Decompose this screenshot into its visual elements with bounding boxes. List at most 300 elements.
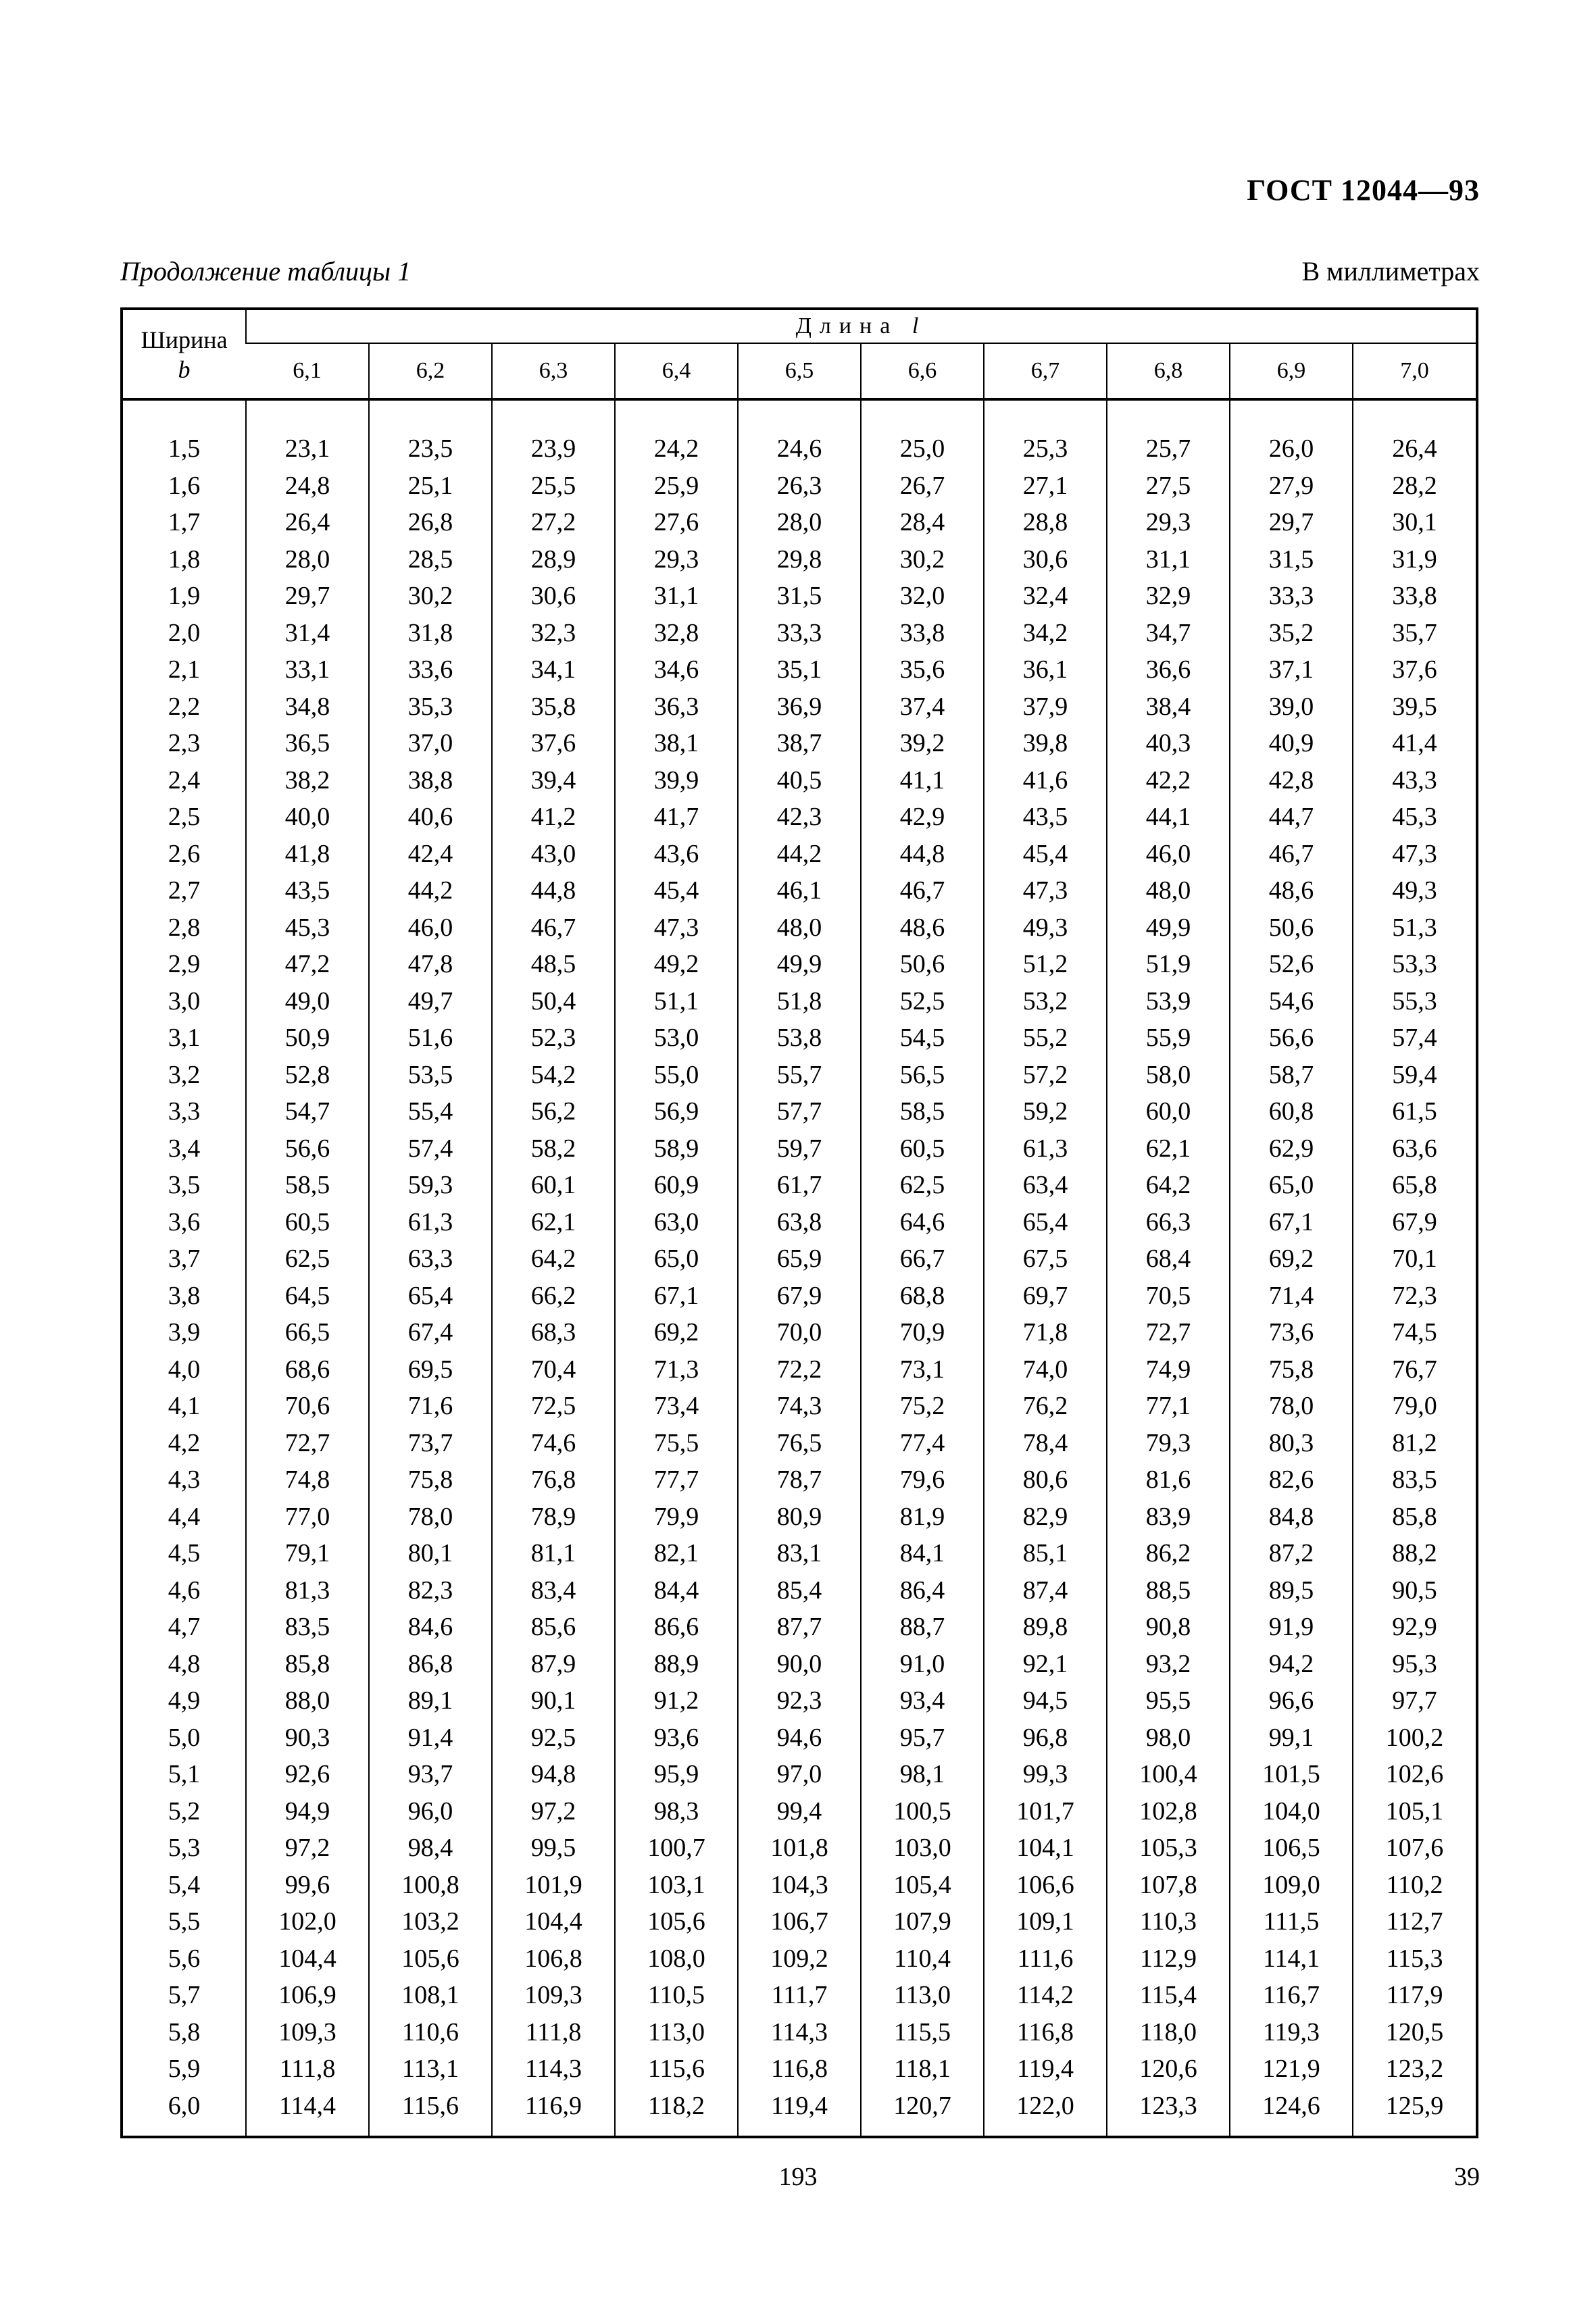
value-cell: 26,4	[246, 504, 369, 541]
value-cell: 115,5	[861, 2014, 984, 2051]
table-row	[123, 762, 1476, 799]
value-cell: 57,7	[738, 1093, 861, 1130]
value-cell: 60,9	[615, 1167, 738, 1204]
value-cell: 32,3	[492, 615, 615, 652]
value-cell: 53,3	[1353, 946, 1476, 983]
value-cell: 123,2	[1353, 2051, 1476, 2088]
value-cell: 87,9	[492, 1646, 615, 1683]
value-cell: 69,2	[1230, 1240, 1353, 1278]
value-cell: 82,9	[984, 1499, 1107, 1536]
value-cell: 61,5	[1353, 1093, 1476, 1130]
value-cell: 124,6	[1230, 2088, 1353, 2125]
value-cell: 67,4	[369, 1314, 492, 1351]
value-cell: 62,1	[492, 1204, 615, 1241]
value-cell: 88,5	[1107, 1572, 1230, 1609]
value-cell: 37,9	[984, 688, 1107, 726]
value-cell: 49,9	[738, 946, 861, 983]
value-cell: 85,6	[492, 1609, 615, 1646]
value-cell: 84,8	[1230, 1499, 1353, 1536]
value-cell: 96,6	[1230, 1682, 1353, 1719]
table-row	[123, 615, 1476, 652]
value-cell: 55,7	[738, 1057, 861, 1094]
value-cell: 96,0	[369, 1793, 492, 1830]
spacer-cell	[738, 399, 861, 430]
table-row	[123, 1351, 1476, 1388]
value-cell: 42,3	[738, 799, 861, 836]
width-value-cell: 2,7	[168, 876, 201, 905]
value-cell: 94,6	[738, 1719, 861, 1757]
value-cell: 70,0	[738, 1314, 861, 1351]
value-cell: 51,3	[1353, 909, 1476, 947]
value-cell: 99,4	[738, 1793, 861, 1830]
length-header-label: Длина	[795, 313, 899, 338]
value-cell: 34,8	[246, 688, 369, 726]
value-cell: 43,6	[615, 836, 738, 873]
value-cell: 77,7	[615, 1461, 738, 1499]
value-cell: 89,1	[369, 1682, 492, 1719]
value-cell: 98,3	[615, 1793, 738, 1830]
value-cell: 67,5	[984, 1240, 1107, 1278]
value-cell: 56,2	[492, 1093, 615, 1130]
value-cell: 83,5	[1353, 1461, 1476, 1499]
value-cell: 42,4	[369, 836, 492, 873]
value-cell: 82,1	[615, 1535, 738, 1572]
value-cell: 29,3	[615, 541, 738, 578]
value-cell: 31,8	[369, 615, 492, 652]
value-cell: 41,2	[492, 799, 615, 836]
table-row	[123, 1093, 1476, 1130]
value-cell: 99,1	[1230, 1719, 1353, 1757]
value-cell: 98,1	[861, 1756, 984, 1793]
value-cell: 116,8	[738, 2051, 861, 2088]
value-cell: 65,4	[984, 1204, 1107, 1241]
filler-cell	[861, 2124, 984, 2136]
value-cell: 88,9	[615, 1646, 738, 1683]
table-row	[123, 1240, 1476, 1278]
value-cell: 95,5	[1107, 1682, 1230, 1719]
value-cell: 54,7	[246, 1093, 369, 1130]
value-cell: 83,5	[246, 1609, 369, 1646]
value-cell: 81,3	[246, 1572, 369, 1609]
value-cell: 50,4	[492, 983, 615, 1020]
value-cell: 59,2	[984, 1093, 1107, 1130]
value-cell: 105,4	[861, 1867, 984, 1904]
value-cell: 43,5	[246, 872, 369, 909]
value-cell: 24,8	[246, 468, 369, 505]
width-value-cell: 5,7	[168, 1981, 201, 2009]
value-cell: 43,0	[492, 836, 615, 873]
value-cell: 57,2	[984, 1057, 1107, 1094]
value-cell: 35,7	[1353, 615, 1476, 652]
width-value-cell: 1,7	[168, 508, 201, 536]
value-cell: 62,1	[1107, 1130, 1230, 1167]
value-cell: 55,9	[1107, 1020, 1230, 1057]
value-cell: 119,4	[738, 2088, 861, 2125]
value-cell: 86,8	[369, 1646, 492, 1683]
value-cell: 23,5	[369, 430, 492, 468]
value-cell: 49,0	[246, 983, 369, 1020]
value-cell: 74,5	[1353, 1314, 1476, 1351]
value-cell: 95,3	[1353, 1646, 1476, 1683]
value-cell: 75,2	[861, 1388, 984, 1425]
value-cell: 82,6	[1230, 1461, 1353, 1499]
value-cell: 104,1	[984, 1830, 1107, 1867]
width-value-cell: 3,8	[168, 1281, 201, 1310]
value-cell: 35,8	[492, 688, 615, 726]
value-cell: 107,8	[1107, 1867, 1230, 1904]
value-cell: 101,9	[492, 1867, 615, 1904]
value-cell: 59,4	[1353, 1057, 1476, 1094]
value-cell: 110,4	[861, 1940, 984, 1978]
value-cell: 46,0	[369, 909, 492, 947]
value-cell: 57,4	[369, 1130, 492, 1167]
width-value-cell: 4,9	[168, 1686, 201, 1715]
table-row	[123, 1314, 1476, 1351]
value-cell: 26,3	[738, 468, 861, 505]
value-cell: 55,4	[369, 1093, 492, 1130]
value-cell: 88,2	[1353, 1535, 1476, 1572]
value-cell: 28,2	[1353, 468, 1476, 505]
value-cell: 26,8	[369, 504, 492, 541]
value-cell: 114,4	[246, 2088, 369, 2125]
value-cell: 83,9	[1107, 1499, 1230, 1536]
filler-cell	[738, 2124, 861, 2136]
value-cell: 47,3	[615, 909, 738, 947]
value-cell: 110,2	[1353, 1867, 1476, 1904]
value-cell: 78,0	[1230, 1388, 1353, 1425]
value-cell: 33,8	[1353, 578, 1476, 615]
width-value-cell: 3,3	[168, 1097, 201, 1126]
value-cell: 28,5	[369, 541, 492, 578]
value-cell: 86,4	[861, 1572, 984, 1609]
value-cell: 76,7	[1353, 1351, 1476, 1388]
table-row	[123, 836, 1476, 873]
value-cell: 27,5	[1107, 468, 1230, 505]
width-value-cell: 6,0	[168, 2091, 201, 2120]
table-row	[123, 2051, 1476, 2088]
value-cell: 28,9	[492, 541, 615, 578]
value-cell: 86,6	[615, 1609, 738, 1646]
value-cell: 125,9	[1353, 2088, 1476, 2125]
value-cell: 98,4	[369, 1830, 492, 1867]
value-cell: 113,0	[861, 1977, 984, 2014]
table-row	[123, 983, 1476, 1020]
value-cell: 99,3	[984, 1756, 1107, 1793]
value-cell: 83,1	[738, 1535, 861, 1572]
value-cell: 33,3	[738, 615, 861, 652]
value-cell: 121,9	[1230, 2051, 1353, 2088]
value-cell: 62,5	[246, 1240, 369, 1278]
value-cell: 53,9	[1107, 983, 1230, 1020]
value-cell: 34,6	[615, 651, 738, 688]
length-column-header: 7,0	[1353, 343, 1476, 399]
value-cell: 29,3	[1107, 504, 1230, 541]
value-cell: 75,5	[615, 1425, 738, 1462]
value-cell: 79,3	[1107, 1425, 1230, 1462]
value-cell: 34,2	[984, 615, 1107, 652]
value-cell: 31,5	[1230, 541, 1353, 578]
value-cell: 73,6	[1230, 1314, 1353, 1351]
value-cell: 41,8	[246, 836, 369, 873]
value-cell: 94,5	[984, 1682, 1107, 1719]
value-cell: 85,4	[738, 1572, 861, 1609]
value-cell: 57,4	[1353, 1020, 1476, 1057]
value-cell: 67,1	[1230, 1204, 1353, 1241]
value-cell: 66,3	[1107, 1204, 1230, 1241]
spacer-cell	[1353, 399, 1476, 430]
value-cell: 39,2	[861, 725, 984, 762]
value-cell: 114,1	[1230, 1940, 1353, 1978]
value-cell: 46,7	[1230, 836, 1353, 873]
table-row	[123, 1461, 1476, 1499]
value-cell: 90,5	[1353, 1572, 1476, 1609]
value-cell: 51,2	[984, 946, 1107, 983]
value-cell: 53,2	[984, 983, 1107, 1020]
value-cell: 47,8	[369, 946, 492, 983]
value-cell: 106,6	[984, 1867, 1107, 1904]
value-cell: 49,3	[1353, 872, 1476, 909]
value-cell: 106,9	[246, 1977, 369, 2014]
width-value-cell: 2,2	[168, 692, 201, 721]
value-cell: 81,6	[1107, 1461, 1230, 1499]
value-cell: 42,2	[1107, 762, 1230, 799]
value-cell: 76,8	[492, 1461, 615, 1499]
value-cell: 59,3	[369, 1167, 492, 1204]
value-cell: 68,4	[1107, 1240, 1230, 1278]
value-cell: 70,9	[861, 1314, 984, 1351]
value-cell: 36,1	[984, 651, 1107, 688]
value-cell: 78,4	[984, 1425, 1107, 1462]
value-cell: 27,2	[492, 504, 615, 541]
value-cell: 73,4	[615, 1388, 738, 1425]
table-row	[123, 1130, 1476, 1167]
value-cell: 38,2	[246, 762, 369, 799]
value-cell: 25,0	[861, 430, 984, 468]
value-cell: 25,7	[1107, 430, 1230, 468]
value-cell: 39,4	[492, 762, 615, 799]
value-cell: 66,2	[492, 1278, 615, 1315]
value-cell: 49,9	[1107, 909, 1230, 947]
value-cell: 99,6	[246, 1867, 369, 1904]
value-cell: 61,7	[738, 1167, 861, 1204]
value-cell: 58,0	[1107, 1057, 1230, 1094]
width-value-cell: 2,0	[168, 618, 201, 647]
width-value-cell: 2,9	[168, 950, 201, 978]
value-cell: 96,8	[984, 1719, 1107, 1757]
value-cell: 79,0	[1353, 1388, 1476, 1425]
value-cell: 58,2	[492, 1130, 615, 1167]
value-cell: 123,3	[1107, 2088, 1230, 2125]
value-cell: 36,6	[1107, 651, 1230, 688]
width-value-cell: 5,1	[168, 1760, 201, 1788]
spacer-cell	[123, 399, 246, 430]
value-cell: 47,3	[984, 872, 1107, 909]
value-cell: 72,5	[492, 1388, 615, 1425]
value-cell: 100,5	[861, 1793, 984, 1830]
value-cell: 84,1	[861, 1535, 984, 1572]
value-cell: 120,5	[1353, 2014, 1476, 2051]
value-cell: 74,6	[492, 1425, 615, 1462]
value-cell: 37,1	[1230, 651, 1353, 688]
value-cell: 120,6	[1107, 2051, 1230, 2088]
value-cell: 84,6	[369, 1609, 492, 1646]
table-row	[123, 1940, 1476, 1978]
table-row	[123, 1646, 1476, 1683]
table-row	[123, 1278, 1476, 1315]
value-cell: 100,2	[1353, 1719, 1476, 1757]
value-cell: 68,8	[861, 1278, 984, 1315]
value-cell: 93,2	[1107, 1646, 1230, 1683]
value-cell: 107,9	[861, 1903, 984, 1940]
value-cell: 48,0	[1107, 872, 1230, 909]
value-cell: 90,3	[246, 1719, 369, 1757]
value-cell: 39,5	[1353, 688, 1476, 726]
value-cell: 52,3	[492, 1020, 615, 1057]
value-cell: 97,2	[246, 1830, 369, 1867]
value-cell: 38,7	[738, 725, 861, 762]
value-cell: 37,6	[492, 725, 615, 762]
value-cell: 108,0	[615, 1940, 738, 1978]
value-cell: 72,2	[738, 1351, 861, 1388]
value-cell: 60,5	[861, 1130, 984, 1167]
width-value-cell: 5,5	[168, 1907, 201, 1936]
value-cell: 100,4	[1107, 1756, 1230, 1793]
value-cell: 60,1	[492, 1167, 615, 1204]
value-cell: 119,3	[1230, 2014, 1353, 2051]
table-row	[123, 1756, 1476, 1793]
value-cell: 27,9	[1230, 468, 1353, 505]
width-value-cell: 4,3	[168, 1465, 201, 1494]
value-cell: 31,4	[246, 615, 369, 652]
width-value-cell: 3,2	[168, 1060, 201, 1089]
value-cell: 35,6	[861, 651, 984, 688]
table-row	[123, 541, 1476, 578]
value-cell: 65,8	[1353, 1167, 1476, 1204]
width-value-cell: 4,7	[168, 1613, 201, 1641]
table-row	[123, 1057, 1476, 1094]
value-cell: 74,9	[1107, 1351, 1230, 1388]
value-cell: 30,2	[369, 578, 492, 615]
table-row	[123, 1388, 1476, 1425]
spacer-cell	[861, 399, 984, 430]
value-cell: 79,6	[861, 1461, 984, 1499]
value-cell: 67,1	[615, 1278, 738, 1315]
value-cell: 64,2	[1107, 1167, 1230, 1204]
value-cell: 77,4	[861, 1425, 984, 1462]
value-cell: 36,5	[246, 725, 369, 762]
value-cell: 87,4	[984, 1572, 1107, 1609]
value-cell: 80,3	[1230, 1425, 1353, 1462]
value-cell: 39,8	[984, 725, 1107, 762]
value-cell: 40,0	[246, 799, 369, 836]
width-value-cell: 1,6	[168, 471, 201, 500]
table-row	[123, 1609, 1476, 1646]
value-cell: 49,2	[615, 946, 738, 983]
value-cell: 46,7	[861, 872, 984, 909]
value-cell: 79,1	[246, 1535, 369, 1572]
value-cell: 37,6	[1353, 651, 1476, 688]
units-label: В миллиметрах	[1301, 256, 1480, 286]
value-cell: 62,9	[1230, 1130, 1353, 1167]
filler-cell	[1353, 2124, 1476, 2136]
filler-cell	[123, 2124, 246, 2136]
value-cell: 56,9	[615, 1093, 738, 1130]
value-cell: 79,9	[615, 1499, 738, 1536]
table-row	[123, 909, 1476, 947]
width-value-cell: 5,2	[168, 1796, 201, 1826]
value-cell: 64,5	[246, 1278, 369, 1315]
value-cell: 55,2	[984, 1020, 1107, 1057]
width-column-header	[123, 310, 246, 399]
value-cell: 70,4	[492, 1351, 615, 1388]
value-cell: 111,6	[984, 1940, 1107, 1978]
value-cell: 43,5	[984, 799, 1107, 836]
value-cell: 35,3	[369, 688, 492, 726]
value-cell: 45,4	[984, 836, 1107, 873]
value-cell: 105,1	[1353, 1793, 1476, 1830]
table-row	[123, 1793, 1476, 1830]
value-cell: 40,5	[738, 762, 861, 799]
value-cell: 30,6	[984, 541, 1107, 578]
table-row	[123, 1535, 1476, 1572]
value-cell: 48,5	[492, 946, 615, 983]
value-cell: 28,0	[246, 541, 369, 578]
value-cell: 115,4	[1107, 1977, 1230, 2014]
value-cell: 49,7	[369, 983, 492, 1020]
value-cell: 23,1	[246, 430, 369, 468]
value-cell: 118,0	[1107, 2014, 1230, 2051]
value-cell: 32,4	[984, 578, 1107, 615]
value-cell: 63,0	[615, 1204, 738, 1241]
width-symbol: b	[178, 356, 191, 383]
value-cell: 44,2	[369, 872, 492, 909]
width-value-cell: 1,9	[168, 582, 201, 610]
value-cell: 90,8	[1107, 1609, 1230, 1646]
table-row	[123, 468, 1476, 505]
value-cell: 92,1	[984, 1646, 1107, 1683]
value-cell: 114,2	[984, 1977, 1107, 2014]
value-cell: 29,7	[246, 578, 369, 615]
table-row	[123, 1204, 1476, 1241]
length-column-header: 6,7	[984, 343, 1107, 399]
length-group-header	[246, 310, 1476, 343]
value-cell: 111,8	[246, 2051, 369, 2088]
value-cell: 72,3	[1353, 1278, 1476, 1315]
value-cell: 104,4	[246, 1940, 369, 1978]
value-cell: 105,6	[615, 1903, 738, 1940]
value-cell: 70,1	[1353, 1240, 1476, 1278]
value-cell: 39,0	[1230, 688, 1353, 726]
value-cell: 56,6	[246, 1130, 369, 1167]
value-cell: 98,0	[1107, 1719, 1230, 1757]
value-cell: 26,4	[1353, 430, 1476, 468]
value-cell: 100,8	[369, 1867, 492, 1904]
value-cell: 88,0	[246, 1682, 369, 1719]
value-cell: 122,0	[984, 2088, 1107, 2125]
table-row	[123, 504, 1476, 541]
value-cell: 52,5	[861, 983, 984, 1020]
value-cell: 47,3	[1353, 836, 1476, 873]
dimensions-table	[120, 307, 1478, 2138]
value-cell: 41,1	[861, 762, 984, 799]
value-cell: 80,1	[369, 1535, 492, 1572]
value-cell: 48,0	[738, 909, 861, 947]
length-column-header: 6,3	[492, 343, 615, 399]
value-cell: 23,9	[492, 430, 615, 468]
value-cell: 60,5	[246, 1204, 369, 1241]
value-cell: 66,7	[861, 1240, 984, 1278]
value-cell: 81,9	[861, 1499, 984, 1536]
